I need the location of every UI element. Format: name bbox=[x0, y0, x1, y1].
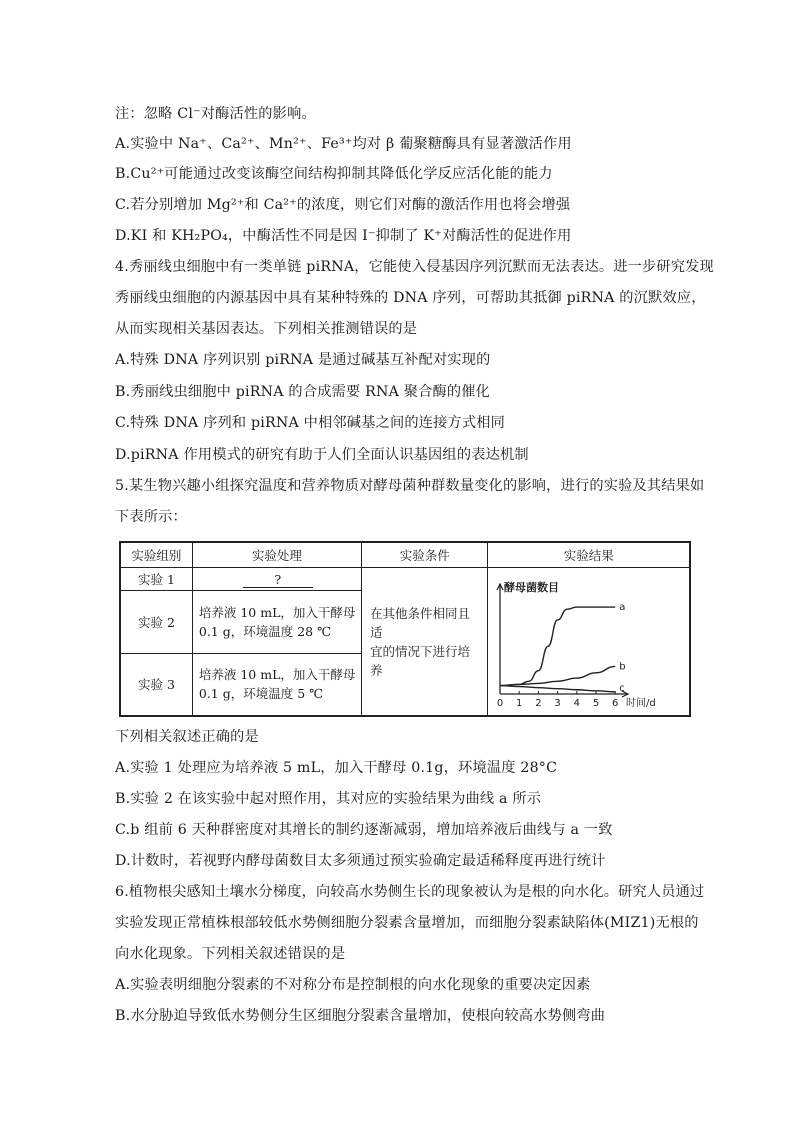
y-axis-label: 酵母菌数目 bbox=[504, 581, 560, 594]
series-line-a bbox=[500, 607, 615, 685]
treatment-line-1: 培养液 10 mL，加入干酵母 bbox=[198, 604, 356, 620]
x-axis-label: 时间/d bbox=[626, 698, 657, 709]
q4-stem-line-2: 秀丽线虫细胞的内源基因中具有某种特殊的 DNA 序列，可帮助其抵御 piRNA 的沉默效应， bbox=[115, 290, 706, 306]
condition-line-1: 在其他条件相同且适 bbox=[369, 605, 470, 640]
series-line-b bbox=[500, 666, 615, 685]
treatment-cell bbox=[192, 653, 361, 716]
series-line-c bbox=[500, 686, 615, 692]
q5-stem-line-1: 5.某生物兴趣小组探究温度和营养物质对酵母菌种群数量变化的影响，进行的实验及其结果如 bbox=[115, 478, 705, 494]
x-tick-label: 5 bbox=[593, 698, 600, 709]
q5-option-b: B.实验 2 在该实验中起对照作用，其对应的实验结果为曲线 a 所示 bbox=[115, 791, 542, 807]
q4-option-d: D.piRNA 作用模式的研究有助于人们全面认识基因组的表达机制 bbox=[115, 447, 529, 463]
treatment-line-1: 培养液 10 mL，加入干酵母 bbox=[198, 667, 356, 683]
x-tick-label: 6 bbox=[612, 698, 619, 709]
q6-stem-line-2: 实验发现正常植株根部较低水势侧细胞分裂素含量增加，而细胞分裂素缺陷体(MIZ1)无根的 bbox=[115, 915, 699, 931]
q4-option-a: A.特殊 DNA 序列识别 piRNA 是通过碱基互补配对实现的 bbox=[115, 352, 491, 368]
x-tick-label: 3 bbox=[554, 698, 562, 709]
group-cell: 实验 2 bbox=[120, 591, 192, 654]
table-header: 实验处理 bbox=[192, 542, 361, 568]
q3-option-b: B.Cu²⁺可能通过改变该酶空间结构抑制其降低化学反应活化能的能力 bbox=[115, 166, 553, 182]
series-label-b: b bbox=[619, 661, 627, 673]
table-header: 实验组别 bbox=[120, 542, 192, 568]
q6-option-a: A.实验表明细胞分裂素的不对称分布是控制根的向水化现象的重要决定因素 bbox=[115, 977, 591, 993]
yeast-growth-chart bbox=[488, 568, 686, 712]
group-cell: 实验 3 bbox=[120, 653, 192, 716]
x-tick-label: 4 bbox=[574, 698, 581, 709]
note-text: 注：忽略 Cl⁻对酶活性的影响。 bbox=[115, 106, 316, 122]
x-tick-label: 1 bbox=[516, 698, 523, 709]
q5-option-a: A.实验 1 处理应为培养液 5 mL，加入干酵母 0.1g，环境温度 28°C bbox=[115, 760, 558, 776]
q3-option-c: C.若分别增加 Mg²⁺和 Ca²⁺的浓度，则它们对酶的激活作用也将会增强 bbox=[115, 197, 571, 213]
treatment-blank: ? bbox=[243, 573, 313, 588]
x-tick-label: 0 bbox=[497, 698, 504, 709]
table-header: 实验结果 bbox=[488, 542, 690, 568]
q4-stem-line-3: 从而实现相关基因表达。下列相关推测错误的是 bbox=[115, 321, 418, 337]
treatment-line-2: 0.1 g，环境温度 5 ℃ bbox=[198, 686, 324, 702]
q4-option-b: B.秀丽线虫细胞中 piRNA 的合成需要 RNA 聚合酶的催化 bbox=[115, 384, 491, 400]
condition-cell bbox=[361, 568, 488, 717]
treatment-cell bbox=[192, 568, 361, 591]
q5-option-d: D.计数时，若视野内酵母菌数目太多须通过预实验确定最适稀释度再进行统计 bbox=[115, 853, 606, 869]
group-cell: 实验 1 bbox=[120, 568, 192, 591]
table-row bbox=[120, 568, 690, 591]
series-label-c: c bbox=[619, 682, 626, 694]
q5-stem-line-2: 下表所示： bbox=[115, 509, 187, 525]
q6-stem-line-1: 6.植物根尖感知土壤水分梯度，向较高水势侧生长的现象被认为是根的向水化。研究人员通过 bbox=[115, 884, 705, 900]
treatment-line-2: 0.1 g，环境温度 28 ℃ bbox=[198, 623, 332, 639]
q5-option-c: C.b 组前 6 天种群密度对其增长的制约逐渐减弱，增加培养液后曲线与 a 一致 bbox=[115, 822, 613, 838]
q3-option-d: D.KI 和 KH₂PO₄，中酶活性不同是因 I⁻抑制了 K⁺对酶活性的促进作用 bbox=[115, 228, 572, 244]
q3-option-a: A.实验中 Na⁺、Ca²⁺、Mn²⁺、Fe³⁺均对 β 葡聚糖酶具有显著激活作用 bbox=[115, 136, 572, 152]
x-tick-label: 2 bbox=[535, 698, 543, 709]
condition-line-2: 宜的情况下进行培养 bbox=[369, 643, 470, 678]
q6-option-b: B.水分胁迫导致低水势侧分生区细胞分裂素含量增加，使根向较高水势侧弯曲 bbox=[115, 1008, 606, 1024]
table-header-row bbox=[120, 542, 690, 568]
q6-stem-line-3: 向水化现象。下列相关叙述错误的是 bbox=[115, 946, 346, 962]
q4-stem-line-1: 4.秀丽线虫细胞中有一类单链 piRNA，它能使入侵基因序列沉默而无法表达。进一步研究发现 bbox=[115, 259, 714, 275]
q5-prompt: 下列相关叙述正确的是 bbox=[115, 729, 259, 745]
table-header: 实验条件 bbox=[361, 542, 488, 568]
series-label-a: a bbox=[619, 602, 626, 614]
experiment-table bbox=[119, 541, 691, 717]
treatment-cell bbox=[192, 591, 361, 654]
q4-option-c: C.特殊 DNA 序列和 piRNA 中相邻碱基之间的连接方式相同 bbox=[115, 415, 506, 431]
result-chart-cell bbox=[488, 568, 690, 717]
